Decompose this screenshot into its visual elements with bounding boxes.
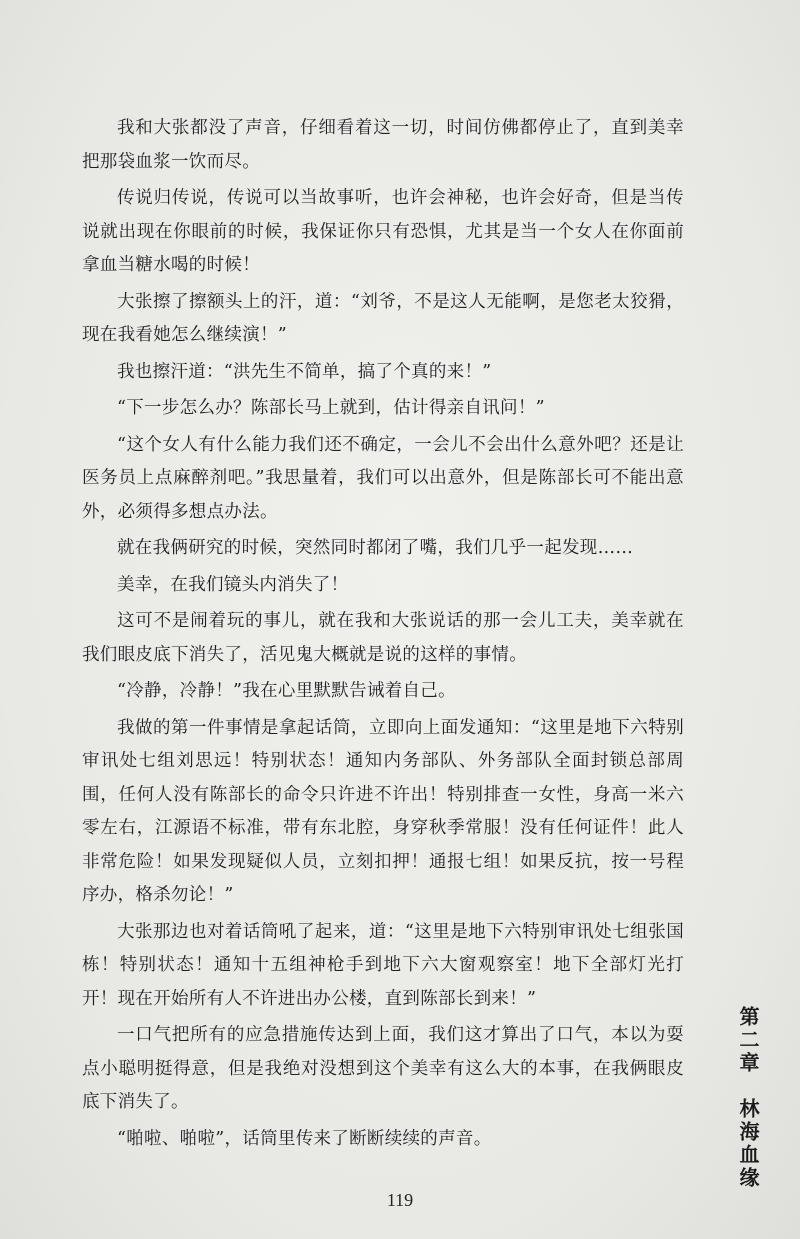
paragraph: 一口气把所有的应急措施传达到上面，我们这才算出了口气，本以为耍点小聪明挺得意，但是我绝对没想到这个美幸有这么大的本事，在我俩眼皮底下消失了。 [82,1025,684,1112]
chapter-label: 第二章 林海血缘 [736,1006,760,1190]
body-text [82,112,684,1159]
paragraph: “这个女人有什么能力我们还不确定，一会儿不会出什么意外吧？还是让医务员上点麻醉剂吧。”我思量着，我们可以出意外，但是陈部长可不能出意外，必须得多想点办法。 [82,434,684,522]
paragraph: 大张擦了擦额头上的汗，道：“刘爷，不是这人无能啊，是您老太狡猾，现在我看她怎么继续演！” [82,291,684,345]
paragraph: 美幸，在我们镜头内消失了！ [117,574,349,595]
paragraph: 我和大张都没了声音，仔细看着这一切，时间仿佛都停止了，直到美幸把那袋血浆一饮而尽。 [82,118,684,172]
paragraph: 这可不是闹着玩的事儿，就在我和大张说话的那一会儿工夫，美幸就在我们眼皮底下消失了，活见鬼大概就是说的这样的事情。 [82,611,684,665]
paragraph: 就在我俩研究的时候，突然同时都闭了嘴，我们几乎一起发现…… [117,538,634,558]
paragraph: 传说归传说，传说可以当故事听，也许会神秘，也许会好奇，但是当传说就出现在你眼前的时候，我保证你只有恐惧，尤其是当一个女人在你面前拿血当糖水喝的时候！ [82,188,684,275]
paragraph: 大张那边也对着话筒吼了起来，道：“这里是地下六特别审讯处七组张国栋！特别状态！通知十五组神枪手到地下六大窗观察室！地下全部灯光打开！现在开始所有人不许进出办公楼，直到陈部长到来！” [82,921,684,1009]
paragraph: “啪啦、啪啦”，话筒里传来了断断续续的声音。 [117,1128,492,1149]
page-number: 119 [386,1190,414,1210]
paragraph: 我做的第一件事情是拿起话筒，立即向上面发通知：“这里是地下六特别审讯处七组刘思远！特别状态！通知内务部队、外务部队全面封锁总部周围，任何人没有陈部长的命令只许进不许出！特别排查一女性，身高一米六零左右，江源语不标准，带有东北腔，身穿秋季常服！没有任何证件！此人非常危险！如果发现疑似人员，立刻扣押！通报七组！如果反抗，按一号程序办，格杀勿论！” [82,717,684,905]
paragraph: 我也擦汗道：“洪先生不简单，搞了个真的来！” [117,361,492,382]
paragraph: “下一步怎么办？陈部长马上就到，估计得亲自讯问！” [117,398,545,418]
paragraph: “冷静，冷静！”我在心里默默告诫着自己。 [117,681,456,701]
